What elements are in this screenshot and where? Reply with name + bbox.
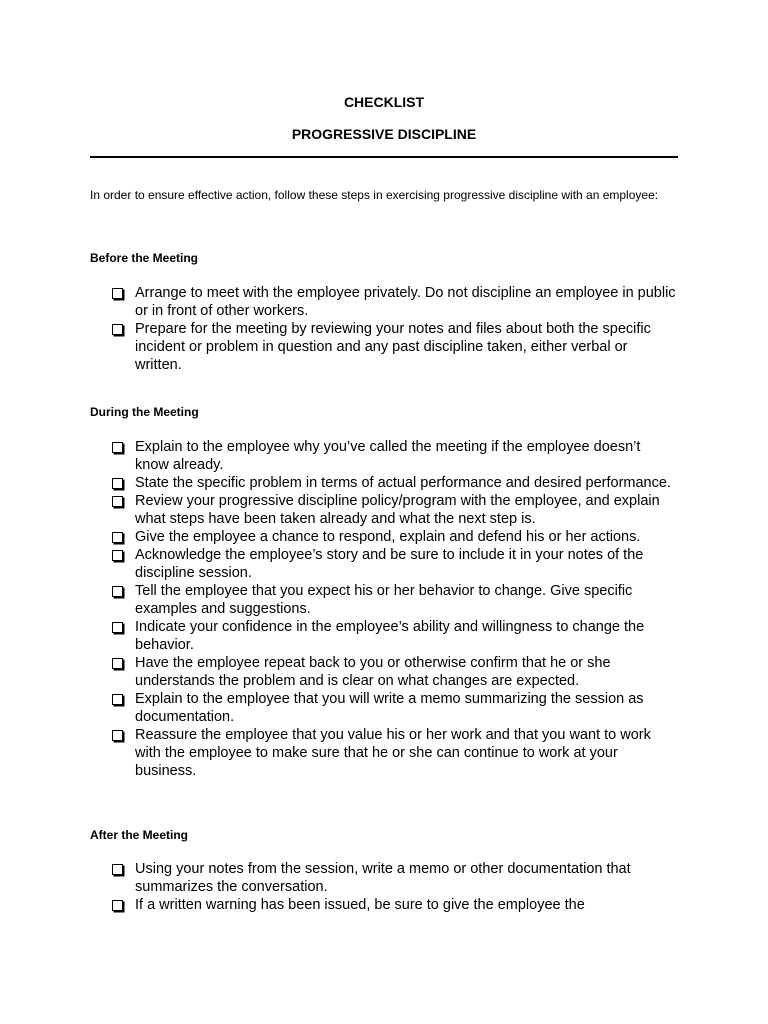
checklist-item (112, 438, 678, 474)
checklist-during (112, 438, 678, 780)
checkbox-icon (112, 586, 123, 597)
checklist-item (112, 618, 678, 654)
checkbox-icon (112, 658, 123, 669)
checklist-item (112, 860, 678, 896)
checklist-item (112, 492, 678, 528)
checkbox-icon (112, 324, 123, 335)
checklist-item-text: Prepare for the meeting by reviewing your notes and files about both the specific incident or problem in question and any past discipline taken, either verbal or written. (135, 321, 651, 373)
checkbox-icon (112, 532, 123, 543)
checklist-item-text: Acknowledge the employee’s story and be sure to include it in your notes of the discipline session. (135, 547, 644, 581)
section-heading-after: After the Meeting (90, 828, 189, 842)
checklist-item (112, 546, 678, 582)
checkbox-icon (112, 622, 123, 633)
checklist-item-text: Indicate your confidence in the employee’s ability and willingness to change the behavior. (135, 619, 645, 653)
checklist-item-text: Have the employee repeat back to you or otherwise confirm that he or she understands the problem and is clear on what changes are expected. (135, 655, 611, 689)
checklist-item (112, 726, 678, 780)
checklist-item-text: State the specific problem in terms of actual performance and desired performance. (135, 475, 671, 491)
checklist-item (112, 896, 678, 914)
checkbox-icon (112, 694, 123, 705)
section-heading-before: Before the Meeting (90, 251, 199, 265)
checklist-item-text: Using your notes from the session, write a memo or other documentation that summarizes the conversation. (135, 861, 631, 895)
checklist-item (112, 654, 678, 690)
checklist-before (112, 284, 678, 374)
checklist-item-text: Review your progressive discipline policy/program with the employee, and explain what steps have been taken already and what the next step is. (135, 493, 660, 527)
checklist-item-text: Give the employee a chance to respond, explain and defend his or her actions. (135, 529, 641, 545)
checklist-after (112, 860, 678, 914)
checkbox-icon (112, 288, 123, 299)
checklist-item-text: Reassure the employee that you value his or her work and that you want to work with the employee to make sure that he or she can continue to work at your business. (135, 727, 651, 779)
checklist-item (112, 528, 678, 546)
section-heading-during: During the Meeting (90, 405, 199, 419)
checkbox-icon (112, 496, 123, 507)
checklist-item-text: Arrange to meet with the employee privately. Do not discipline an employee in public or in front of other workers. (135, 285, 676, 319)
checklist-item (112, 474, 678, 492)
checklist-item (112, 284, 678, 320)
title-divider (90, 156, 678, 158)
checkbox-icon (112, 478, 123, 489)
checkbox-icon (112, 442, 123, 453)
checklist-item-text: Tell the employee that you expect his or her behavior to change. Give specific examples and suggestions. (135, 583, 633, 617)
checklist-item (112, 582, 678, 618)
checkbox-icon (112, 550, 123, 561)
checklist-item-text: If a written warning has been issued, be sure to give the employee the (135, 897, 585, 913)
checklist-item-text: Explain to the employee why you’ve called the meeting if the employee doesn’t know already. (135, 439, 641, 473)
checkbox-icon (112, 900, 123, 911)
checklist-item-text: Explain to the employee that you will write a memo summarizing the session as documentation. (135, 691, 644, 725)
checkbox-icon (112, 864, 123, 875)
intro-paragraph: In order to ensure effective action, follow these steps in exercising progressive discipline with an employee: (90, 188, 659, 202)
checkbox-icon (112, 730, 123, 741)
document-subtitle: PROGRESSIVE DISCIPLINE (291, 126, 477, 142)
checklist-item (112, 690, 678, 726)
document-title: CHECKLIST (343, 94, 425, 110)
checklist-item (112, 320, 678, 374)
